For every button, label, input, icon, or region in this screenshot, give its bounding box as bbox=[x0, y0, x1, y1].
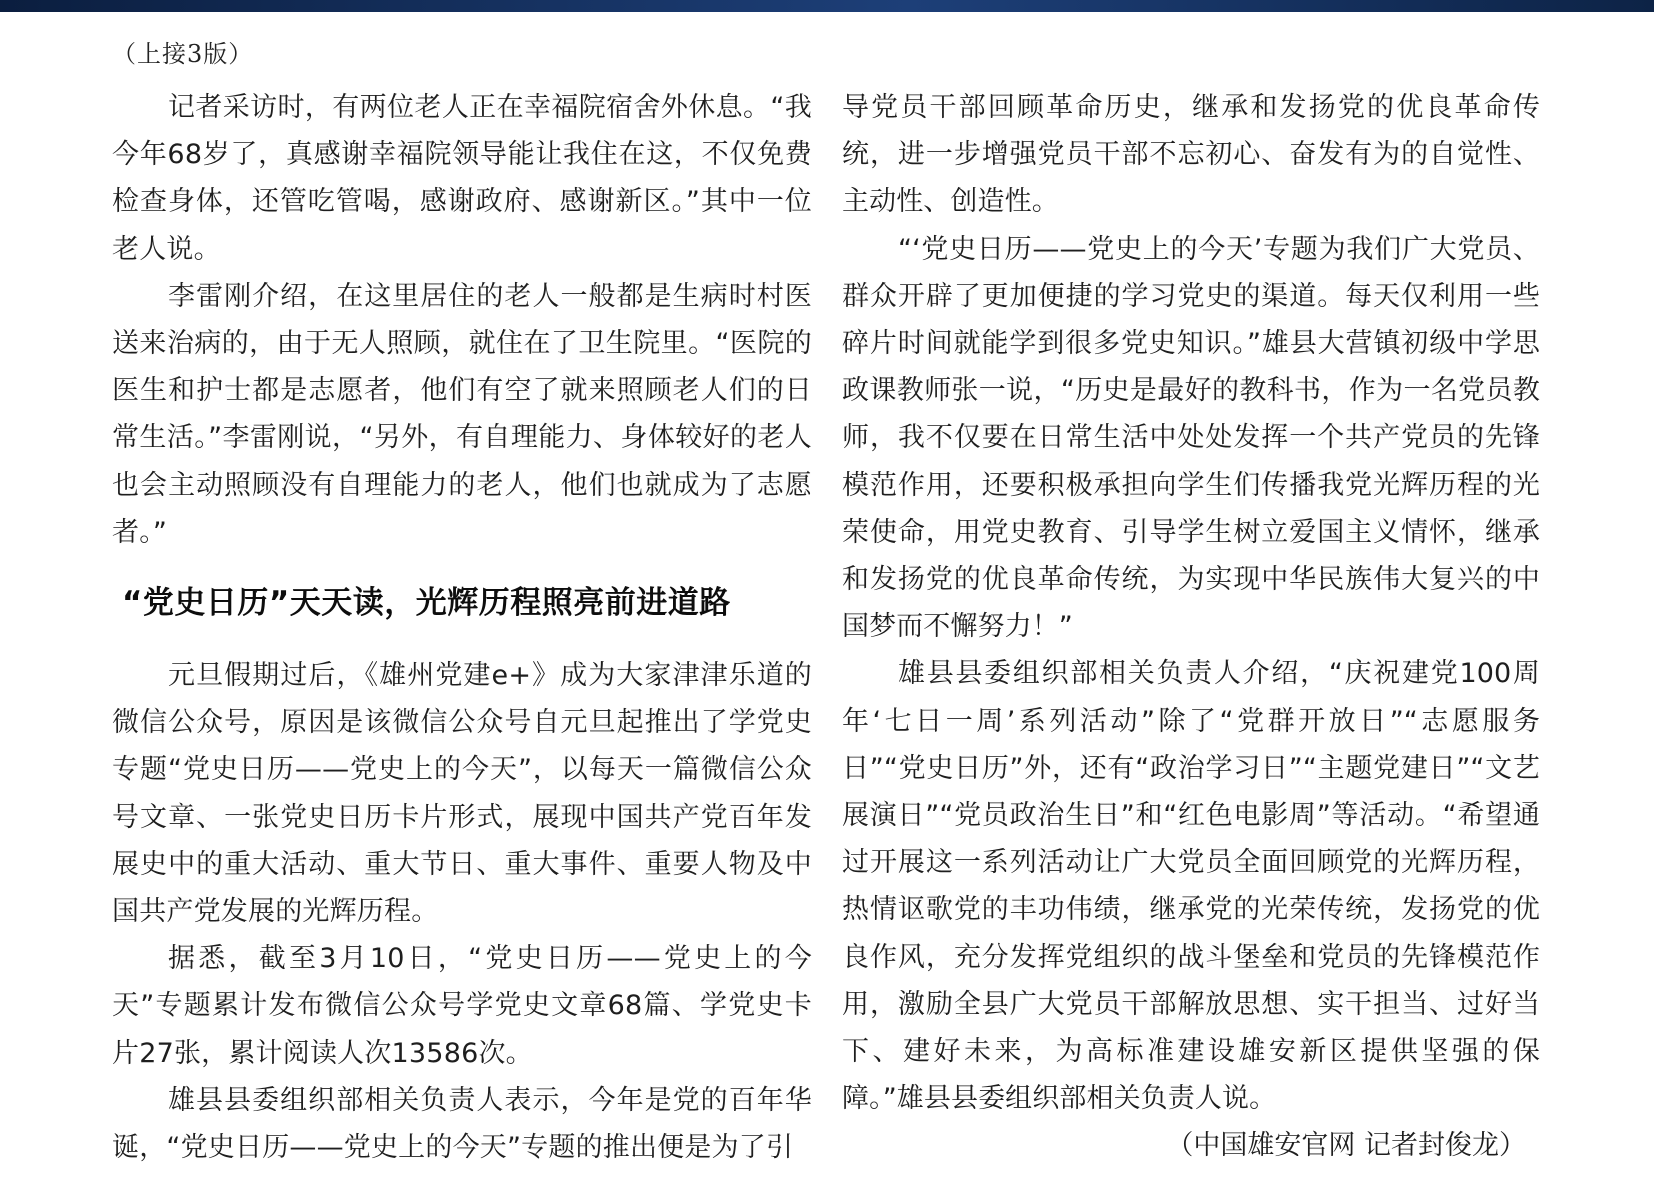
continued-from-note: （上接3版） bbox=[112, 40, 254, 68]
left-paragraph-4: 据悉，截至3月10日，“党史日历——党史上的今天”专题累计发布微信公众号学党史文章68篇、学党史卡片27张，累计阅读人次13586次。 bbox=[112, 943, 812, 1069]
left-column bbox=[112, 84, 812, 1171]
right-continuation-paragraph: 导党员干部回顾革命历史，继承和发扬党的优良革命传统，进一步增强党员干部不忘初心、奋发有为的自觉性、主动性、创造性。 bbox=[842, 92, 1540, 218]
right-paragraph-2: 雄县县委组织部相关负责人介绍，“庆祝建党100周年‘七日一周’系列活动”除了“党群开放日”“志愿服务日”“党史日历”外，还有“政治学习日”“主题党建日”“文艺展演日”“党员政治生日”和“红色电影周”等活动。“希望通过开展这一系列活动让广大党员全面回顾党的光辉历程，热情讴歌党的丰功伟绩，继承党的光荣传统，发扬党的优良作风，充分发挥党组织的战斗堡垒和党员的先锋模范作用，激励全县广大党员干部解放思想、实干担当、过好当下、建好未来，为高标准建设雄安新区提供坚强的保障。”雄县县委组织部相关负责人说。 bbox=[842, 658, 1540, 1115]
left-paragraph-5: 雄县县委组织部相关负责人表示，今年是党的百年华诞，“党史日历——党史上的今天”专题的推出便是为了引 bbox=[112, 1084, 812, 1164]
section-heading: “党史日历”天天读，光辉历程照亮前进道路 bbox=[122, 585, 731, 622]
right-column bbox=[842, 84, 1540, 1170]
left-paragraph-2: 李雷刚介绍，在这里居住的老人一般都是生病时村医送来治病的，由于无人照顾，就住在了卫生院里。“医院的医生和护士都是志愿者，他们有空了就来照顾老人们的日常生活。”李雷刚说，“另外，有自理能力、身体较好的老人也会主动照顾没有自理能力的老人，他们也就成为了志愿者。” bbox=[112, 280, 812, 548]
top-color-bar bbox=[0, 0, 1654, 12]
left-paragraph-3: 元旦假期过后，《雄州党建e+》成为大家津津乐道的微信公众号，原因是该微信公众号自元旦起推出了学党史专题“党史日历——党史上的今天”，以每天一篇微信公众号文章、一张党史日历卡片形式，展现中国共产党百年发展史中的重大活动、重大节日、重大事件、重要人物及中国共产党发展的光辉历程。 bbox=[112, 660, 812, 928]
article-byline: （中国雄安官网 记者封俊龙） bbox=[1166, 1130, 1526, 1162]
left-paragraph-1: 记者采访时，有两位老人正在幸福院宿舍外休息。“我今年68岁了，真感谢幸福院领导能让我住在这，不仅免费检查身体，还管吃管喝，感谢政府、感谢新区。”其中一位老人说。 bbox=[112, 92, 812, 265]
right-paragraph-1: “‘党史日历——党史上的今天’专题为我们广大党员、群众开辟了更加便捷的学习党史的渠道。每天仅利用一些碎片时间就能学到很多党史知识。”雄县大营镇初级中学思政课教师张一说，“历史是最好的教科书，作为一名党员教师，我不仅要在日常生活中处处发挥一个共产党员的先锋模范作用，还要积极承担向学生们传播我党光辉历程的光荣使命，用党史教育、引导学生树立爱国主义情怀，继承和发扬党的优良革命传统，为实现中华民族伟大复兴的中国梦而不懈努力！” bbox=[842, 233, 1540, 643]
